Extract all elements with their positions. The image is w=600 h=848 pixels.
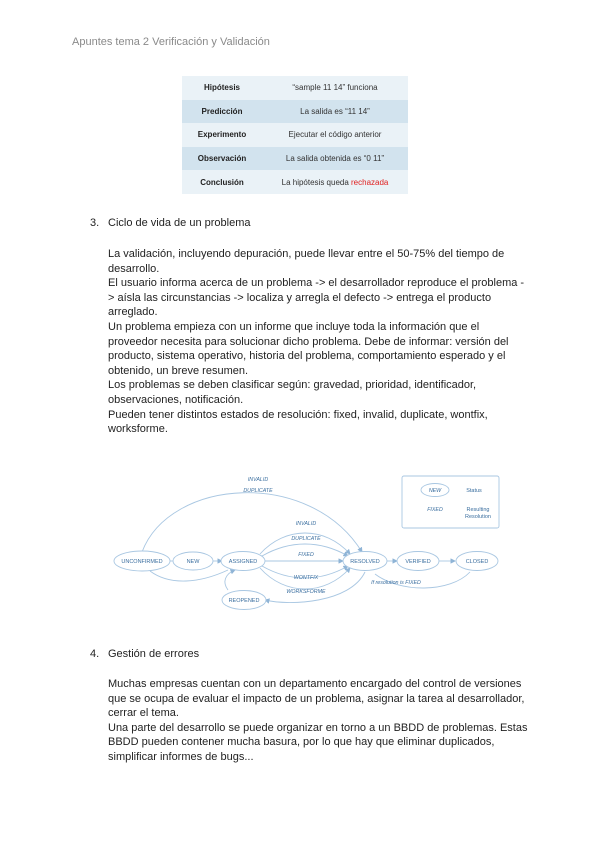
node-label: CLOSED bbox=[465, 559, 489, 565]
table-row bbox=[182, 100, 408, 124]
conclusion-highlight: rechazada bbox=[351, 177, 389, 187]
table-row bbox=[182, 123, 408, 147]
edge-label: INVALID bbox=[295, 521, 317, 527]
edge-reopened-assigned bbox=[225, 570, 235, 590]
node-label: NEW bbox=[186, 559, 200, 565]
edge-label: WORKSFORME bbox=[286, 589, 326, 595]
edge-label: INVALID bbox=[247, 477, 269, 483]
table-value: La salida es “11 14” bbox=[262, 100, 408, 124]
node-label: UNCONFIRMED bbox=[121, 559, 163, 565]
paragraph: Muchas empresas cuentan con un departamento encargado del control de versiones que se ocupa de evaluar el impacto de un problema, asignar la tarea al desarrollador, cerrar el tema. bbox=[108, 678, 525, 720]
table-key: Observación bbox=[182, 147, 262, 171]
table-value: Ejecutar el código anterior bbox=[262, 123, 408, 147]
paragraph: El usuario informa acerca de un problema -> el desarrollador reproduce el problema -> aísla las circunstancias -> localiza y arregla el defecto -> entrega el producto arreglado. bbox=[108, 277, 525, 319]
legend-label: FIXED bbox=[427, 507, 443, 513]
legend-label: Resulting bbox=[466, 507, 490, 513]
legend-box bbox=[402, 476, 499, 528]
legend-label: Status bbox=[466, 488, 482, 494]
table-key: Predicción bbox=[182, 100, 262, 124]
paragraph: Una parte del desarrollo se puede organizar en torno a un BBDD de problemas. Estas BBDD pueden contener mucha basura, por lo que hay que eliminar duplicados, simplificar informes de bugs... bbox=[108, 721, 528, 763]
edge-top-arc bbox=[142, 493, 362, 552]
node-label: RESOLVED bbox=[350, 559, 380, 565]
table-row bbox=[182, 147, 408, 171]
table-key: Hipótesis bbox=[182, 76, 262, 100]
edge-label: DUPLICATE bbox=[243, 488, 273, 494]
page-header: Apuntes tema 2 Verificación y Validación bbox=[72, 36, 270, 48]
section-3-title: Ciclo de vida de un problema bbox=[108, 217, 251, 229]
paragraph: La validación, incluyendo depuración, puede llevar entre el 50-75% del tiempo de desarrollo. bbox=[108, 248, 505, 275]
table-key: Experimento bbox=[182, 123, 262, 147]
section-4-body bbox=[108, 677, 528, 765]
edge-label: If resolution is FIXED bbox=[371, 580, 421, 586]
node-label: REOPENED bbox=[228, 598, 260, 604]
paragraph: Un problema empieza con un informe que incluye toda la información que el proveedor necesita para solucionar dicho problema. Debe de informar: versión del producto, sistema operativo, historia del problema, comportamiento esperado y el obtenido, un breve resumen. bbox=[108, 320, 509, 377]
table-row bbox=[182, 76, 408, 100]
paragraph: Los problemas se deben clasificar según: gravedad, prioridad, identificador, observaciones, notificación. bbox=[108, 379, 477, 406]
hypothesis-table bbox=[182, 76, 408, 194]
section-4-number: 4. bbox=[90, 648, 100, 660]
paragraph: Pueden tener distintos estados de resolución: fixed, invalid, duplicate, wontfix, worksforme. bbox=[108, 408, 488, 436]
table-value bbox=[262, 170, 408, 194]
bug-lifecycle-diagram bbox=[110, 468, 510, 618]
edge-label: FIXED bbox=[298, 552, 314, 558]
node-label: VERIFIED bbox=[405, 559, 431, 565]
legend-label: NEW bbox=[428, 488, 442, 494]
section-3-body bbox=[108, 247, 528, 437]
table-row bbox=[182, 170, 408, 194]
table-key: Conclusión bbox=[182, 170, 262, 194]
legend-label: Resolution bbox=[465, 514, 491, 520]
conclusion-text: La hipótesis queda bbox=[281, 177, 352, 187]
edge-label: WONTFIX bbox=[293, 575, 319, 581]
node-label: ASSIGNED bbox=[228, 559, 258, 565]
edge-label: DUPLICATE bbox=[291, 536, 321, 542]
section-4-title: Gestión de errores bbox=[108, 648, 200, 660]
table-value: La salida obtenida es “0 11” bbox=[262, 147, 408, 171]
table-value: “sample 11 14” funciona bbox=[262, 76, 408, 100]
section-3-number: 3. bbox=[90, 217, 100, 229]
edge-unconfirmed-assigned bbox=[150, 570, 228, 581]
